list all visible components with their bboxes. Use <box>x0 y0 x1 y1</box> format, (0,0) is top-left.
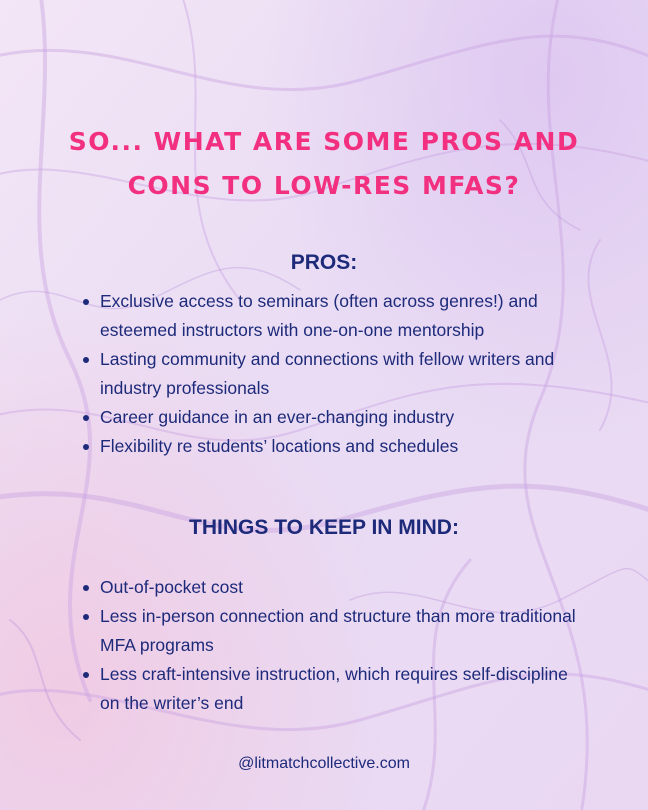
pros-heading: PROS: <box>290 251 358 274</box>
list-item-text: Exclusive access to seminars (often across genres!) and esteemed instructors with one-on-one mentorship <box>100 291 538 340</box>
slide-title-line-1: SO... WHAT ARE SOME PROS AND <box>68 127 580 156</box>
list-item-text: Out-of-pocket cost <box>100 577 243 597</box>
keep-in-mind-heading: THINGS TO KEEP IN MIND: <box>189 516 459 539</box>
list-item <box>80 287 580 345</box>
list-item-text: Flexibility re students’ locations and schedules <box>100 436 459 456</box>
bullet-icon <box>83 415 89 421</box>
slide-title <box>0 120 648 208</box>
bullet-icon <box>83 614 89 620</box>
list-item-text: Career guidance in an ever-changing industry <box>100 407 455 427</box>
list-item-text: Lasting community and connections with fellow writers and industry professionals <box>100 349 555 398</box>
bullet-icon <box>83 299 89 305</box>
keep-in-mind-list <box>80 573 580 718</box>
list-item <box>80 345 580 403</box>
list-item <box>80 660 580 718</box>
slide-title-line-2: CONS TO LOW-RES MFAS? <box>127 171 521 200</box>
list-item-text: Less in-person connection and structure than more traditional MFA programs <box>100 606 576 655</box>
bullet-icon <box>83 585 89 591</box>
footer-handle: @litmatchcollective.com <box>238 755 410 772</box>
list-item <box>80 432 580 461</box>
list-item <box>80 403 580 432</box>
bullet-icon <box>83 444 89 450</box>
pros-list <box>80 287 580 461</box>
list-item <box>80 602 580 660</box>
list-item <box>80 573 580 602</box>
bullet-icon <box>83 357 89 363</box>
list-item-text: Less craft-intensive instruction, which requires self-discipline on the writer’s end <box>100 664 568 713</box>
bullet-icon <box>83 672 89 678</box>
